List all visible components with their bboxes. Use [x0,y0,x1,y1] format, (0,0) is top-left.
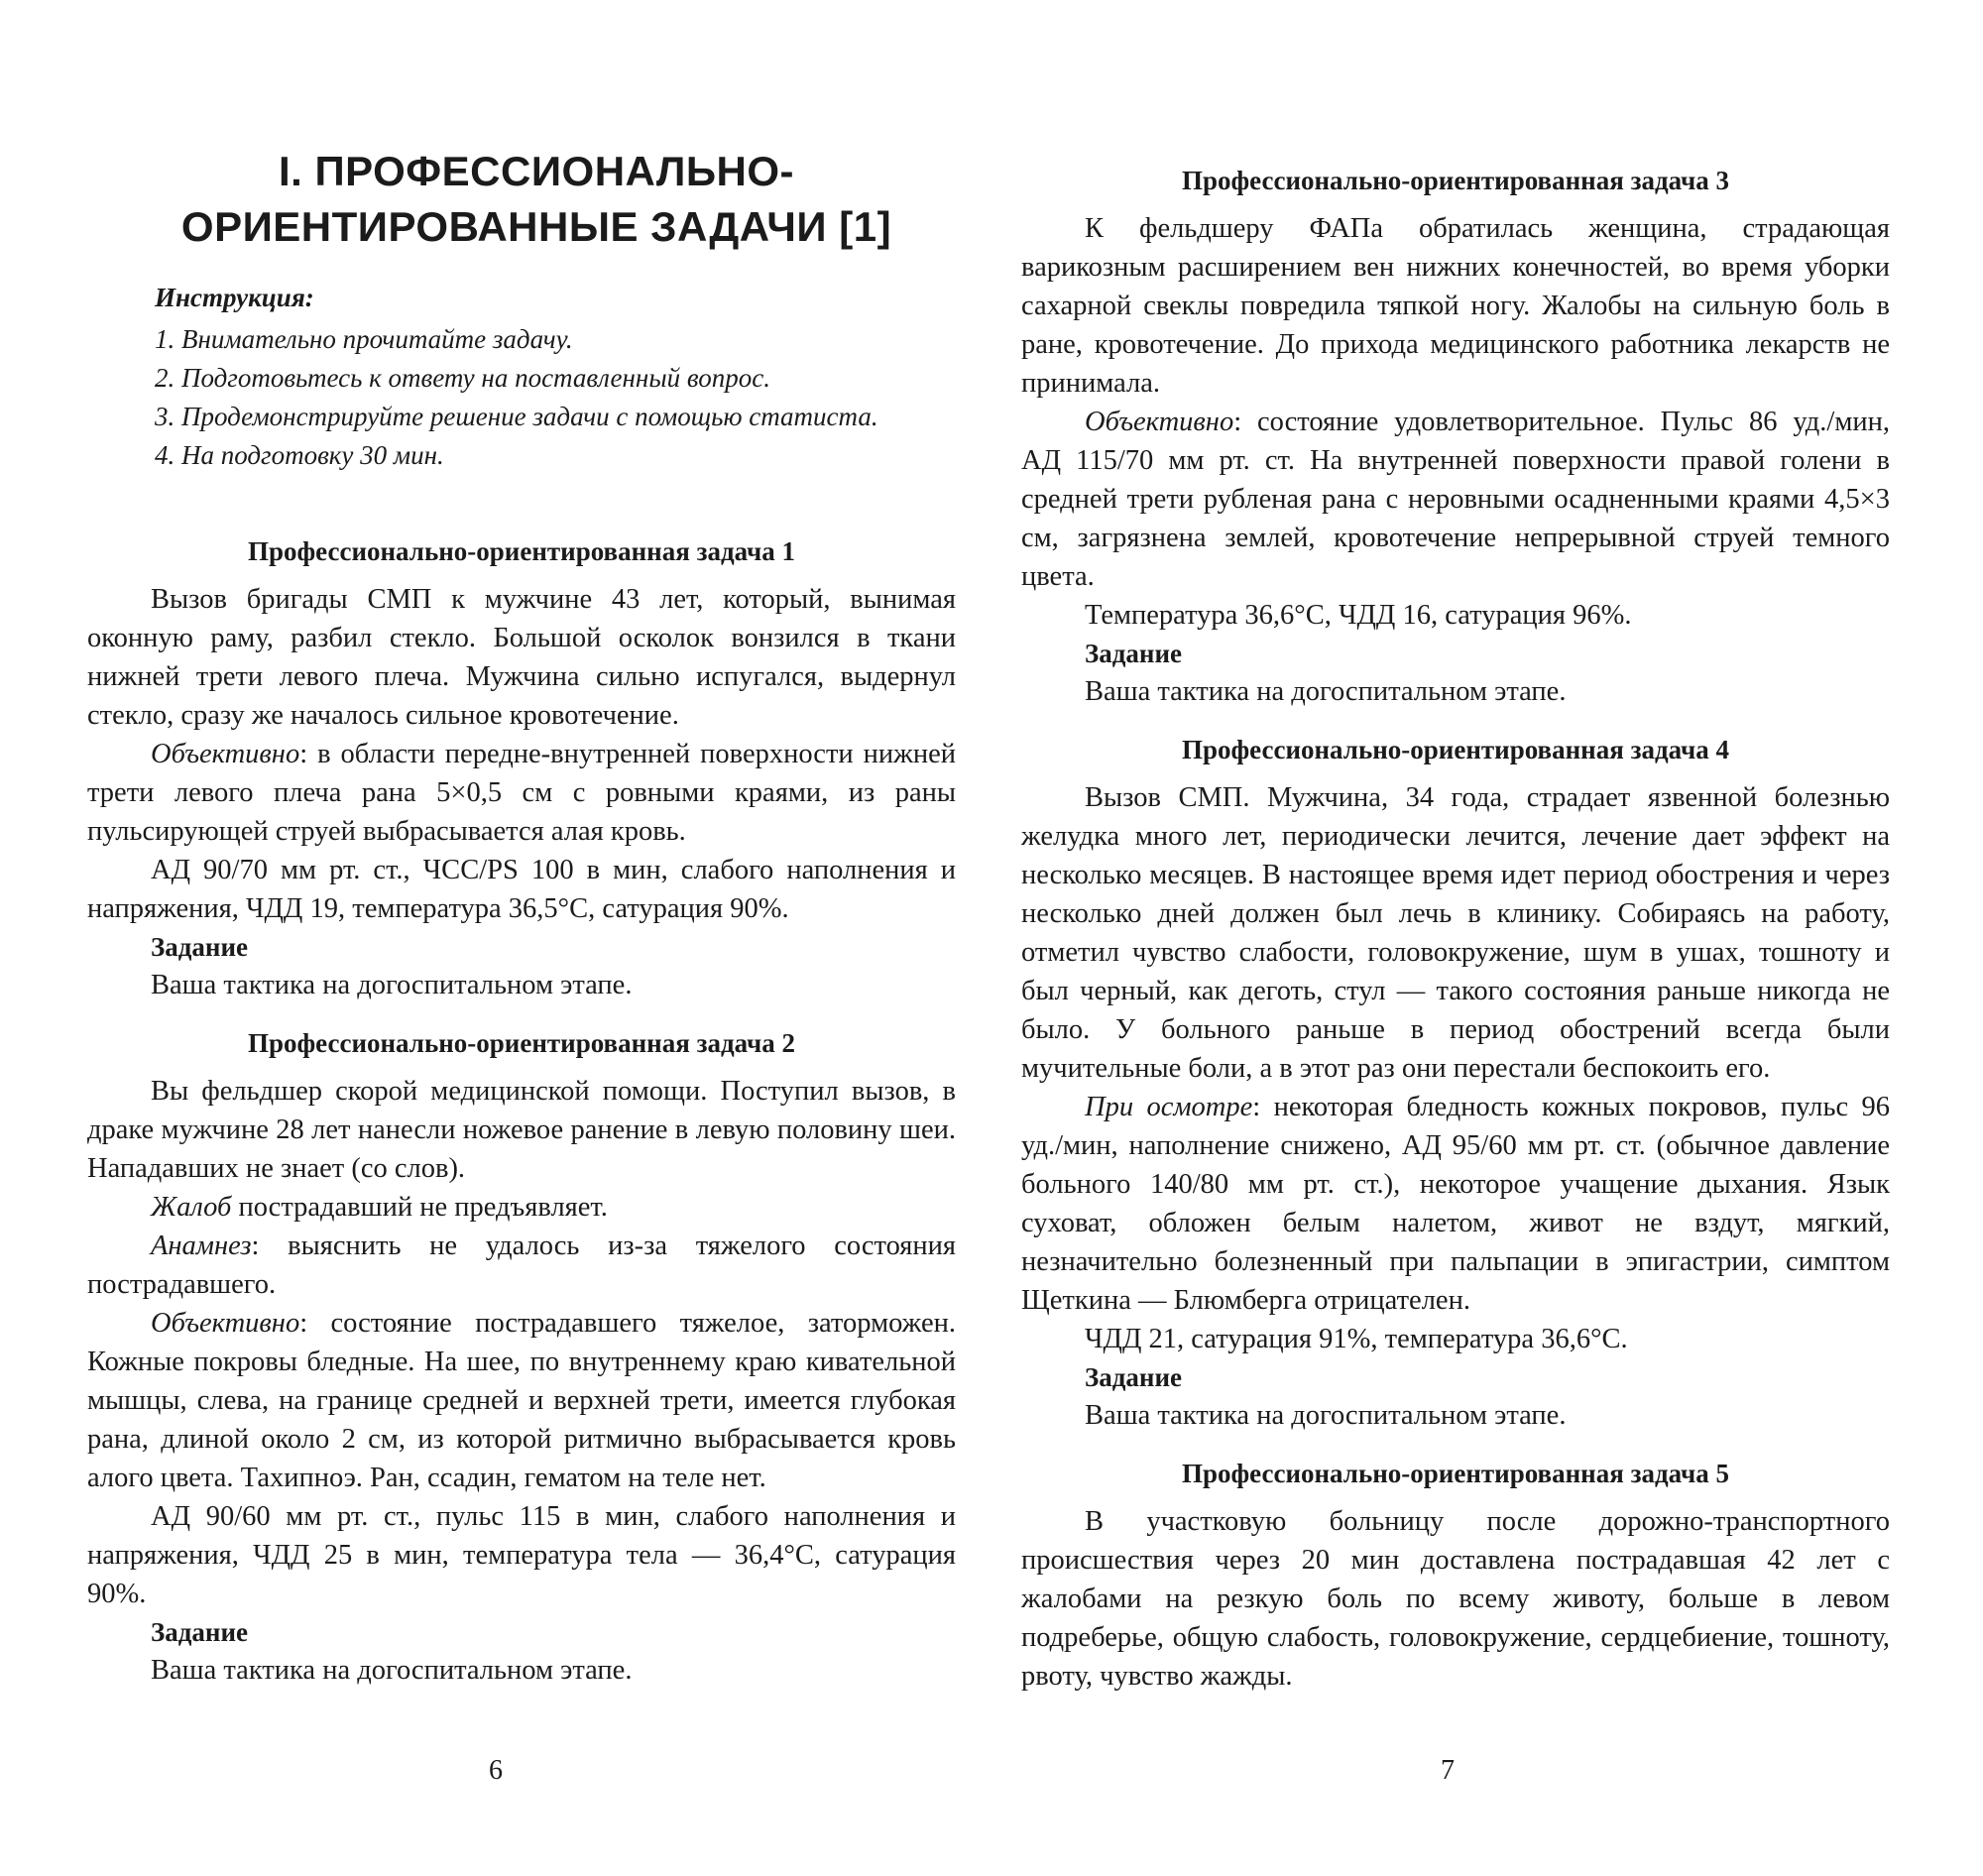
exam-findings [1021,1088,1890,1320]
task-title: Профессионально-ориентированная задача 4 [1181,735,1730,764]
task-description: К фельдшеру ФАПа обратилась женщина, страдающая варикозным расширением вен нижних конечностей, во время уборки сахарной свеклы повредила тяпкой ногу. Жалобы на сильную боль в ране, кровотечение. До прихода медицинского работника лекарств не принимала. [1021,213,1890,399]
vital-signs: ЧДД 21, сатурация 91%, температура 36,6°C. [1085,1324,1628,1354]
task-4 [1021,731,1890,1435]
vital-signs: АД 90/60 мм рт. ст., пульс 115 в мин, слабого наполнения и напряжения, ЧДД 25 в мин, температура тела — 36,4°C, сатурация 90%. [87,1501,956,1609]
left-column [87,144,956,1709]
objective-findings [87,735,956,851]
exam-text: : некоторая бледность кожных покровов, пульс 96 уд./мин, наполнение снижено, АД 95/60 мм рт. ст. (обычное давление больного 140/80 мм рт. ст.), некоторое учащение дыхания. Язык суховат, обложен белым налетом, живот не вздут, мягкий, незначительно болезненный при пальпации в эпигастрии, симптом Щеткина — Блюмберга отрицателен. [1021,1092,1891,1316]
objective-text: : в области передне-внутренней поверхности нижней трети левого плеча рана 5×0,5 см с ровными краями, из раны пульсирующей струей выбрасывается алая кровь. [87,739,956,847]
objective-text: : состояние пострадавшего тяжелое, заторможен. Кожные покровы бледные. На шее, по внутреннему краю кивательной мышцы, слева, на границе средней и верхней трети, имеется глубокая рана, длиной около 2 см, из которой ритмично выбрасывается кровь алого цвета. Тахипноэ. Ран, ссадин, гематом на теле нет. [87,1308,956,1493]
task-title: Профессионально-ориентированная задача 3 [1181,166,1730,195]
complaints-label: Жалоб [151,1192,232,1223]
complaints [87,1188,956,1227]
task-description: Вы фельдшер скорой медицинской помощи. Поступил вызов, в драке мужчине 28 лет нанесли ножевое ранение в левую половину шеи. Нападавших не знает (со слов). [87,1076,956,1184]
page-number: 6 [489,1755,503,1786]
instruction-item: 3. Продемонстрируйте решение задачи с помощью статиста. [155,402,878,431]
assignment-heading: Задание [151,932,249,962]
objective-text: : состояние удовлетворительное. Пульс 86 уд./мин, АД 115/70 мм рт. ст. На внутренней поверхности правой голени в средней трети рубленая рана с неровными осадненными краями 4,5×3 см, загрязнена землей, кровотечение непрерывной струей темного цвета. [1021,407,1890,592]
objective-label: Объективно [151,739,300,769]
assignment-text: Ваша тактика на догоспитальном этапе. [151,1655,633,1686]
task-5 [1021,1455,1890,1696]
task-title: Профессионально-ориентированная задача 2 [247,1028,796,1058]
assignment-heading: Задание [1085,639,1183,668]
instruction-item: 4. На подготовку 30 мин. [155,440,444,470]
objective-findings [1021,403,1890,596]
objective-label: Объективно [151,1308,300,1339]
page-number: 7 [1441,1755,1455,1786]
vital-signs: АД 90/70 мм рт. ст., ЧСС/PS 100 в мин, слабого наполнения и напряжения, ЧДД 19, температура 36,5°C, сатурация 90%. [87,855,956,924]
task-1 [87,532,956,1004]
assignment-heading: Задание [1085,1362,1183,1392]
chapter-title: I. ПРОФЕССИОНАЛЬНО-ОРИЕНТИРОВАННЫЕ ЗАДАЧИ [1] [180,148,892,250]
task-3 [1021,162,1890,711]
objective-findings [87,1304,956,1497]
assignment-text: Ваша тактика на догоспитальном этапе. [151,970,633,1000]
task-description: Вызов бригады СМП к мужчине 43 лет, который, вынимая оконную раму, разбил стекло. Большой осколок вонзился в ткани нижней трети левого плеча. Мужчина сильно испугался, выдернул стекло, сразу же началось сильное кровотечение. [87,584,956,731]
anamnesis-text: : выяснить не удалось из-за тяжелого состояния пострадавшего. [87,1231,956,1300]
instruction-block [87,279,956,475]
exam-label: При осмотре [1085,1092,1253,1122]
anamnesis-label: Анамнез [151,1231,252,1261]
instruction-item: 2. Подготовьтесь к ответу на поставленный вопрос. [155,363,770,393]
task-2 [87,1024,956,1690]
vital-signs: Температура 36,6°C, ЧДД 16, сатурация 96%. [1085,600,1632,631]
instruction-item: 1. Внимательно прочитайте задачу. [155,324,573,354]
assignment-heading: Задание [151,1617,249,1647]
objective-label: Объективно [1085,407,1234,437]
task-description: Вызов СМП. Мужчина, 34 года, страдает язвенной болезнью желудка много лет, периодически лечится, лечение дает эффект на несколько месяцев. В настоящее время идет период обострения и через несколько дней должен был лечь в клинику. Собираясь на работу, отметил чувство слабости, головокружение, шум в ушах, тошноту и был черный, как деготь, стул — такого состояния раньше никогда не было. У больного раньше в период обострений всегда были мучительные боли, а в этот раз они перестали беспокоить его. [1021,782,1890,1084]
right-page [992,0,1983,1876]
instruction-heading: Инструкция: [155,283,314,312]
task-title: Профессионально-ориентированная задача 1 [247,536,796,566]
task-title: Профессионально-ориентированная задача 5 [1181,1459,1730,1488]
task-description: В участковую больницу после дорожно-транспортного происшествия через 20 мин доставлена пострадавшая 42 лет с жалобами на резкую боль по всему животу, больше в левом подреберье, общую слабость, головокружение, сердцебиение, тошноту, рвоту, чувство жажды. [1021,1506,1890,1692]
anamnesis [87,1227,956,1304]
assignment-text: Ваша тактика на догоспитальном этапе. [1085,1400,1567,1431]
right-column [1021,162,1890,1715]
assignment-text: Ваша тактика на догоспитальном этапе. [1085,676,1567,707]
complaints-text: пострадавший не предъявляет. [231,1192,608,1223]
